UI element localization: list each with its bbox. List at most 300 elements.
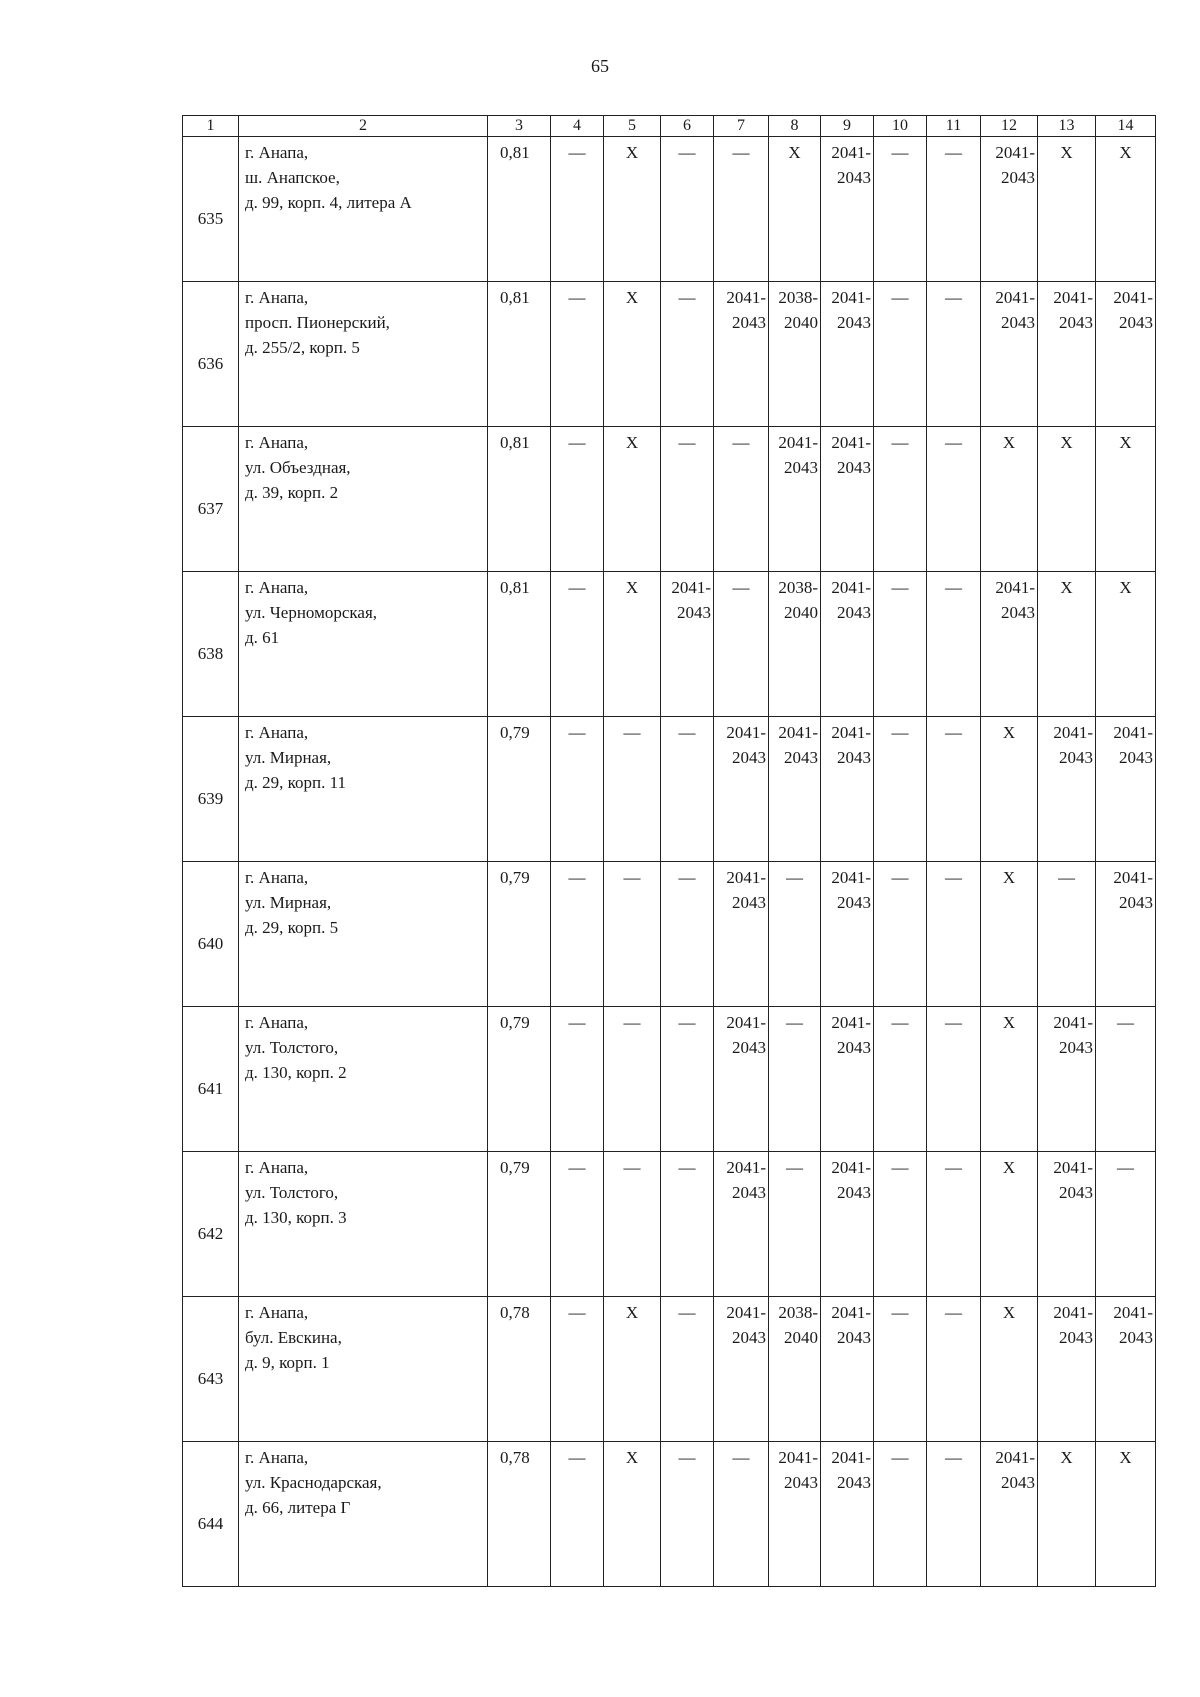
value-cell [981,1297,1038,1442]
value-cell [927,282,981,427]
value-cell [604,1442,661,1587]
value-text: X [1002,433,1016,452]
address-line: бул. Евскина, [245,1328,342,1347]
value-text: — [568,143,586,162]
value-text: 0,81 [500,433,530,452]
address-line: д. 61 [245,628,280,647]
value-cell [821,1442,874,1587]
value-text: 0,79 [500,1013,530,1032]
table-row [183,862,1156,1007]
value-text: 2038- 2040 [778,1303,818,1347]
value-cell [981,1442,1038,1587]
value-text: 2041- 2043 [995,288,1035,332]
value-text: — [678,1158,696,1177]
value-cell [551,427,604,572]
column-header: 13 [1038,116,1096,137]
address-line: г. Анапа, [245,578,309,597]
value-cell [1038,1297,1096,1442]
value-text: X [1002,1303,1016,1322]
value-text: 2041- 2043 [831,1303,871,1347]
table-row [183,1442,1156,1587]
address-line: д. 99, корп. 4, литера А [245,193,412,212]
value-text: — [945,143,962,162]
value-text: — [891,1303,909,1322]
address-line: г. Анапа, [245,1303,309,1322]
value-cell [604,282,661,427]
address-cell [239,427,488,572]
value-text: — [623,1013,641,1032]
value-cell [874,137,927,282]
value-cell [874,1007,927,1152]
value-cell [714,282,769,427]
value-cell [551,862,604,1007]
value-cell [604,572,661,717]
value-text: — [945,578,962,597]
value-text: X [1119,1448,1132,1467]
value-cell [714,1442,769,1587]
table-body [183,137,1156,1587]
value-cell [821,572,874,717]
address-line: г. Анапа, [245,1013,309,1032]
value-text: — [891,1158,909,1177]
value-text: — [678,1303,696,1322]
value-text: 0,79 [500,723,530,742]
value-text: X [1002,1013,1016,1032]
value-text: 2041- 2043 [831,1448,871,1492]
value-text: X [625,143,639,162]
value-text: 2041- 2043 [831,143,871,187]
value-text: 0,79 [500,1158,530,1177]
value-text: — [568,578,586,597]
value-text: 0,78 [500,1448,530,1467]
value-text: X [1002,723,1016,742]
address-line: ул. Краснодарская, [245,1473,382,1492]
value-text: — [891,143,909,162]
value-cell [927,1297,981,1442]
table-header [183,116,1156,137]
table-row [183,427,1156,572]
value-cell [821,862,874,1007]
value-cell [604,1152,661,1297]
value-text: 2041- 2043 [831,578,871,622]
value-text: — [678,723,696,742]
value-text: — [568,433,586,452]
value-cell [769,1442,821,1587]
value-cell [1038,1007,1096,1152]
row-number: 636 [183,282,239,427]
row-number: 644 [183,1442,239,1587]
column-header: 5 [604,116,661,137]
address-line: д. 130, корп. 2 [245,1063,347,1082]
value-cell [1096,282,1156,427]
column-header: 11 [927,116,981,137]
value-text: X [1119,143,1132,162]
value-cell [927,862,981,1007]
value-text: 2041- 2043 [831,1013,871,1057]
address-line: ул. Мирная, [245,893,332,912]
table-row [183,282,1156,427]
value-text: 0,81 [500,143,530,162]
value-text: 2041- 2043 [726,288,766,332]
value-text: — [891,1013,909,1032]
row-number: 640 [183,862,239,1007]
value-cell [769,1152,821,1297]
value-cell [604,717,661,862]
address-line: г. Анапа, [245,288,309,307]
value-text: — [732,1448,750,1467]
value-cell [661,572,714,717]
value-cell [604,1007,661,1152]
value-text: 2041- 2043 [1113,868,1153,912]
value-text: 2041- 2043 [995,578,1035,622]
value-text: — [732,578,750,597]
value-text: — [786,1013,803,1032]
address-line: д. 66, литера Г [245,1498,351,1517]
value-text: 2041- 2043 [726,1013,766,1057]
row-number: 637 [183,427,239,572]
value-text: — [945,288,962,307]
value-cell [821,1297,874,1442]
value-cell [927,1007,981,1152]
value-text: — [945,868,962,887]
value-cell [661,717,714,862]
value-text: — [568,868,586,887]
value-text: 2041- 2043 [1113,1303,1153,1347]
value-text: — [891,433,909,452]
row-number: 642 [183,1152,239,1297]
value-text: — [891,288,909,307]
value-cell [714,1297,769,1442]
address-line: д. 29, корп. 11 [245,773,347,792]
address-line: ул. Толстого, [245,1183,339,1202]
value-text: — [568,1448,586,1467]
value-text: 2041- 2043 [831,723,871,767]
table-row [183,1007,1156,1152]
value-cell [551,282,604,427]
value-text: 2038- 2040 [778,288,818,332]
column-header: 1 [183,116,239,137]
value-cell [981,137,1038,282]
value-text: 2041- 2043 [778,1448,818,1492]
value-cell [488,1007,551,1152]
value-text: X [1060,1448,1073,1467]
value-cell [874,717,927,862]
value-cell [604,1297,661,1442]
value-cell [551,717,604,862]
value-text: 2041- 2043 [778,723,818,767]
value-cell [769,1297,821,1442]
value-text: X [1002,1158,1016,1177]
value-cell [874,572,927,717]
column-header: 14 [1096,116,1156,137]
row-number: 643 [183,1297,239,1442]
value-cell [927,717,981,862]
value-cell [661,137,714,282]
value-cell [981,427,1038,572]
value-cell [1096,572,1156,717]
value-cell [927,572,981,717]
column-header: 9 [821,116,874,137]
value-text: — [786,868,803,887]
value-text: — [568,1303,586,1322]
value-cell [551,572,604,717]
value-text: — [786,1158,803,1177]
table-row [183,1297,1156,1442]
value-text: 0,81 [500,288,530,307]
value-cell [1038,427,1096,572]
row-number: 638 [183,572,239,717]
value-text: — [945,1013,962,1032]
value-text: 2041- 2043 [1053,1158,1093,1202]
value-cell [927,1152,981,1297]
value-text: 0,81 [500,578,530,597]
address-cell [239,717,488,862]
value-cell [1096,427,1156,572]
value-cell [874,1442,927,1587]
address-line: г. Анапа, [245,143,309,162]
value-text: — [945,1448,962,1467]
row-number: 641 [183,1007,239,1152]
value-text: 2038- 2040 [778,578,818,622]
address-line: ул. Мирная, [245,748,332,767]
value-text: 2041- 2043 [726,1303,766,1347]
value-cell [551,1152,604,1297]
address-cell [239,282,488,427]
value-text: 2041- 2043 [726,868,766,912]
value-text: X [1060,433,1073,452]
value-cell [714,137,769,282]
value-cell [981,282,1038,427]
value-text: — [678,868,696,887]
value-text: X [625,578,639,597]
value-cell [661,1152,714,1297]
table-row [183,572,1156,717]
value-cell [821,1152,874,1297]
value-cell [1096,1007,1156,1152]
value-text: X [788,143,801,162]
value-cell [488,137,551,282]
value-text: 2041- 2043 [1053,288,1093,332]
value-cell [874,427,927,572]
value-cell [981,862,1038,1007]
value-text: 2041- 2043 [671,578,711,622]
value-text: — [568,288,586,307]
value-cell [769,427,821,572]
value-cell [661,282,714,427]
header-row [183,116,1156,137]
value-text: — [568,1013,586,1032]
value-text: — [945,433,962,452]
value-text: 2041- 2043 [778,433,818,477]
value-text: 2041- 2043 [831,1158,871,1202]
value-cell [488,1442,551,1587]
value-cell [661,862,714,1007]
value-text: 0,79 [500,868,530,887]
value-text: — [891,723,909,742]
value-cell [1096,862,1156,1007]
address-cell [239,862,488,1007]
value-text: — [568,723,586,742]
value-text: — [945,723,962,742]
value-cell [874,1152,927,1297]
value-cell [821,282,874,427]
value-text: — [891,868,909,887]
value-cell [1096,1442,1156,1587]
value-text: X [1119,433,1132,452]
value-text: — [1117,1158,1134,1177]
row-number: 635 [183,137,239,282]
value-text: 2041- 2043 [831,868,871,912]
value-cell [661,1007,714,1152]
address-line: г. Анапа, [245,868,309,887]
value-cell [714,427,769,572]
value-text: — [623,868,641,887]
address-line: г. Анапа, [245,1448,309,1467]
address-cell [239,572,488,717]
value-cell [769,717,821,862]
value-cell [551,1442,604,1587]
value-cell [604,137,661,282]
value-cell [769,282,821,427]
value-text: — [1058,868,1075,887]
value-text: — [678,1448,696,1467]
value-cell [551,1297,604,1442]
value-cell [981,1152,1038,1297]
value-cell [714,1007,769,1152]
value-text: — [623,1158,641,1177]
address-cell [239,1297,488,1442]
value-cell [714,1152,769,1297]
housing-registry-table [182,115,1156,1587]
column-header: 6 [661,116,714,137]
address-line: ул. Толстого, [245,1038,339,1057]
address-line: д. 255/2, корп. 5 [245,338,360,357]
value-cell [1038,137,1096,282]
value-text: — [568,1158,586,1177]
value-cell [551,1007,604,1152]
column-header: 2 [239,116,488,137]
value-text: — [678,433,696,452]
address-line: просп. Пионерский, [245,313,390,332]
value-text: 0,78 [500,1303,530,1322]
table-row [183,1152,1156,1297]
value-text: — [891,1448,909,1467]
value-cell [488,427,551,572]
value-cell [874,862,927,1007]
table-row [183,137,1156,282]
address-line: ул. Черноморская, [245,603,378,622]
value-cell [981,1007,1038,1152]
value-cell [769,862,821,1007]
column-header: 7 [714,116,769,137]
value-cell [661,1442,714,1587]
value-cell [488,862,551,1007]
value-cell [714,862,769,1007]
value-text: — [945,1158,962,1177]
value-cell [927,1442,981,1587]
value-text: 2041- 2043 [1053,1303,1093,1347]
value-text: — [1117,1013,1134,1032]
value-text: 2041- 2043 [831,288,871,332]
value-cell [551,137,604,282]
address-line: г. Анапа, [245,723,309,742]
value-text: X [1119,578,1132,597]
value-cell [714,572,769,717]
value-cell [981,572,1038,717]
value-cell [488,282,551,427]
value-text: 2041- 2043 [831,433,871,477]
address-line: г. Анапа, [245,433,309,452]
value-cell [821,427,874,572]
value-text: 2041- 2043 [995,1448,1035,1492]
value-cell [714,717,769,862]
column-header: 3 [488,116,551,137]
value-text: X [625,1448,639,1467]
value-cell [1096,1297,1156,1442]
value-text: X [625,433,639,452]
value-text: 2041- 2043 [1053,1013,1093,1057]
column-header: 10 [874,116,927,137]
value-cell [1038,282,1096,427]
address-cell [239,1007,488,1152]
value-cell [1038,862,1096,1007]
value-cell [1096,137,1156,282]
value-cell [981,717,1038,862]
address-line: ул. Объездная, [245,458,351,477]
address-line: д. 29, корп. 5 [245,918,339,937]
value-cell [488,1152,551,1297]
value-cell [604,862,661,1007]
value-cell [927,427,981,572]
address-cell [239,137,488,282]
value-cell [1038,717,1096,862]
value-cell [874,282,927,427]
value-text: — [623,723,641,742]
value-text: 2041- 2043 [1113,288,1153,332]
value-text: X [1002,868,1016,887]
value-cell [661,1297,714,1442]
address-cell [239,1152,488,1297]
value-cell [604,427,661,572]
address-line: д. 130, корп. 3 [245,1208,347,1227]
value-cell [488,1297,551,1442]
value-cell [1038,1152,1096,1297]
address-line: г. Анапа, [245,1158,309,1177]
row-number: 639 [183,717,239,862]
value-text: — [678,143,696,162]
value-cell [927,137,981,282]
value-text: 2041- 2043 [1053,723,1093,767]
value-cell [821,717,874,862]
value-cell [769,1007,821,1152]
address-line: ш. Анапское, [245,168,340,187]
value-text: — [945,1303,962,1322]
value-cell [769,572,821,717]
table-row [183,717,1156,862]
column-header: 12 [981,116,1038,137]
value-cell [488,572,551,717]
value-text: — [678,288,696,307]
value-text: 2041- 2043 [726,723,766,767]
value-text: X [625,1303,639,1322]
value-text: X [1060,578,1073,597]
value-text: — [678,1013,696,1032]
value-text: 2041- 2043 [726,1158,766,1202]
address-line: д. 9, корп. 1 [245,1353,330,1372]
value-cell [1038,1442,1096,1587]
column-header: 8 [769,116,821,137]
value-cell [821,137,874,282]
